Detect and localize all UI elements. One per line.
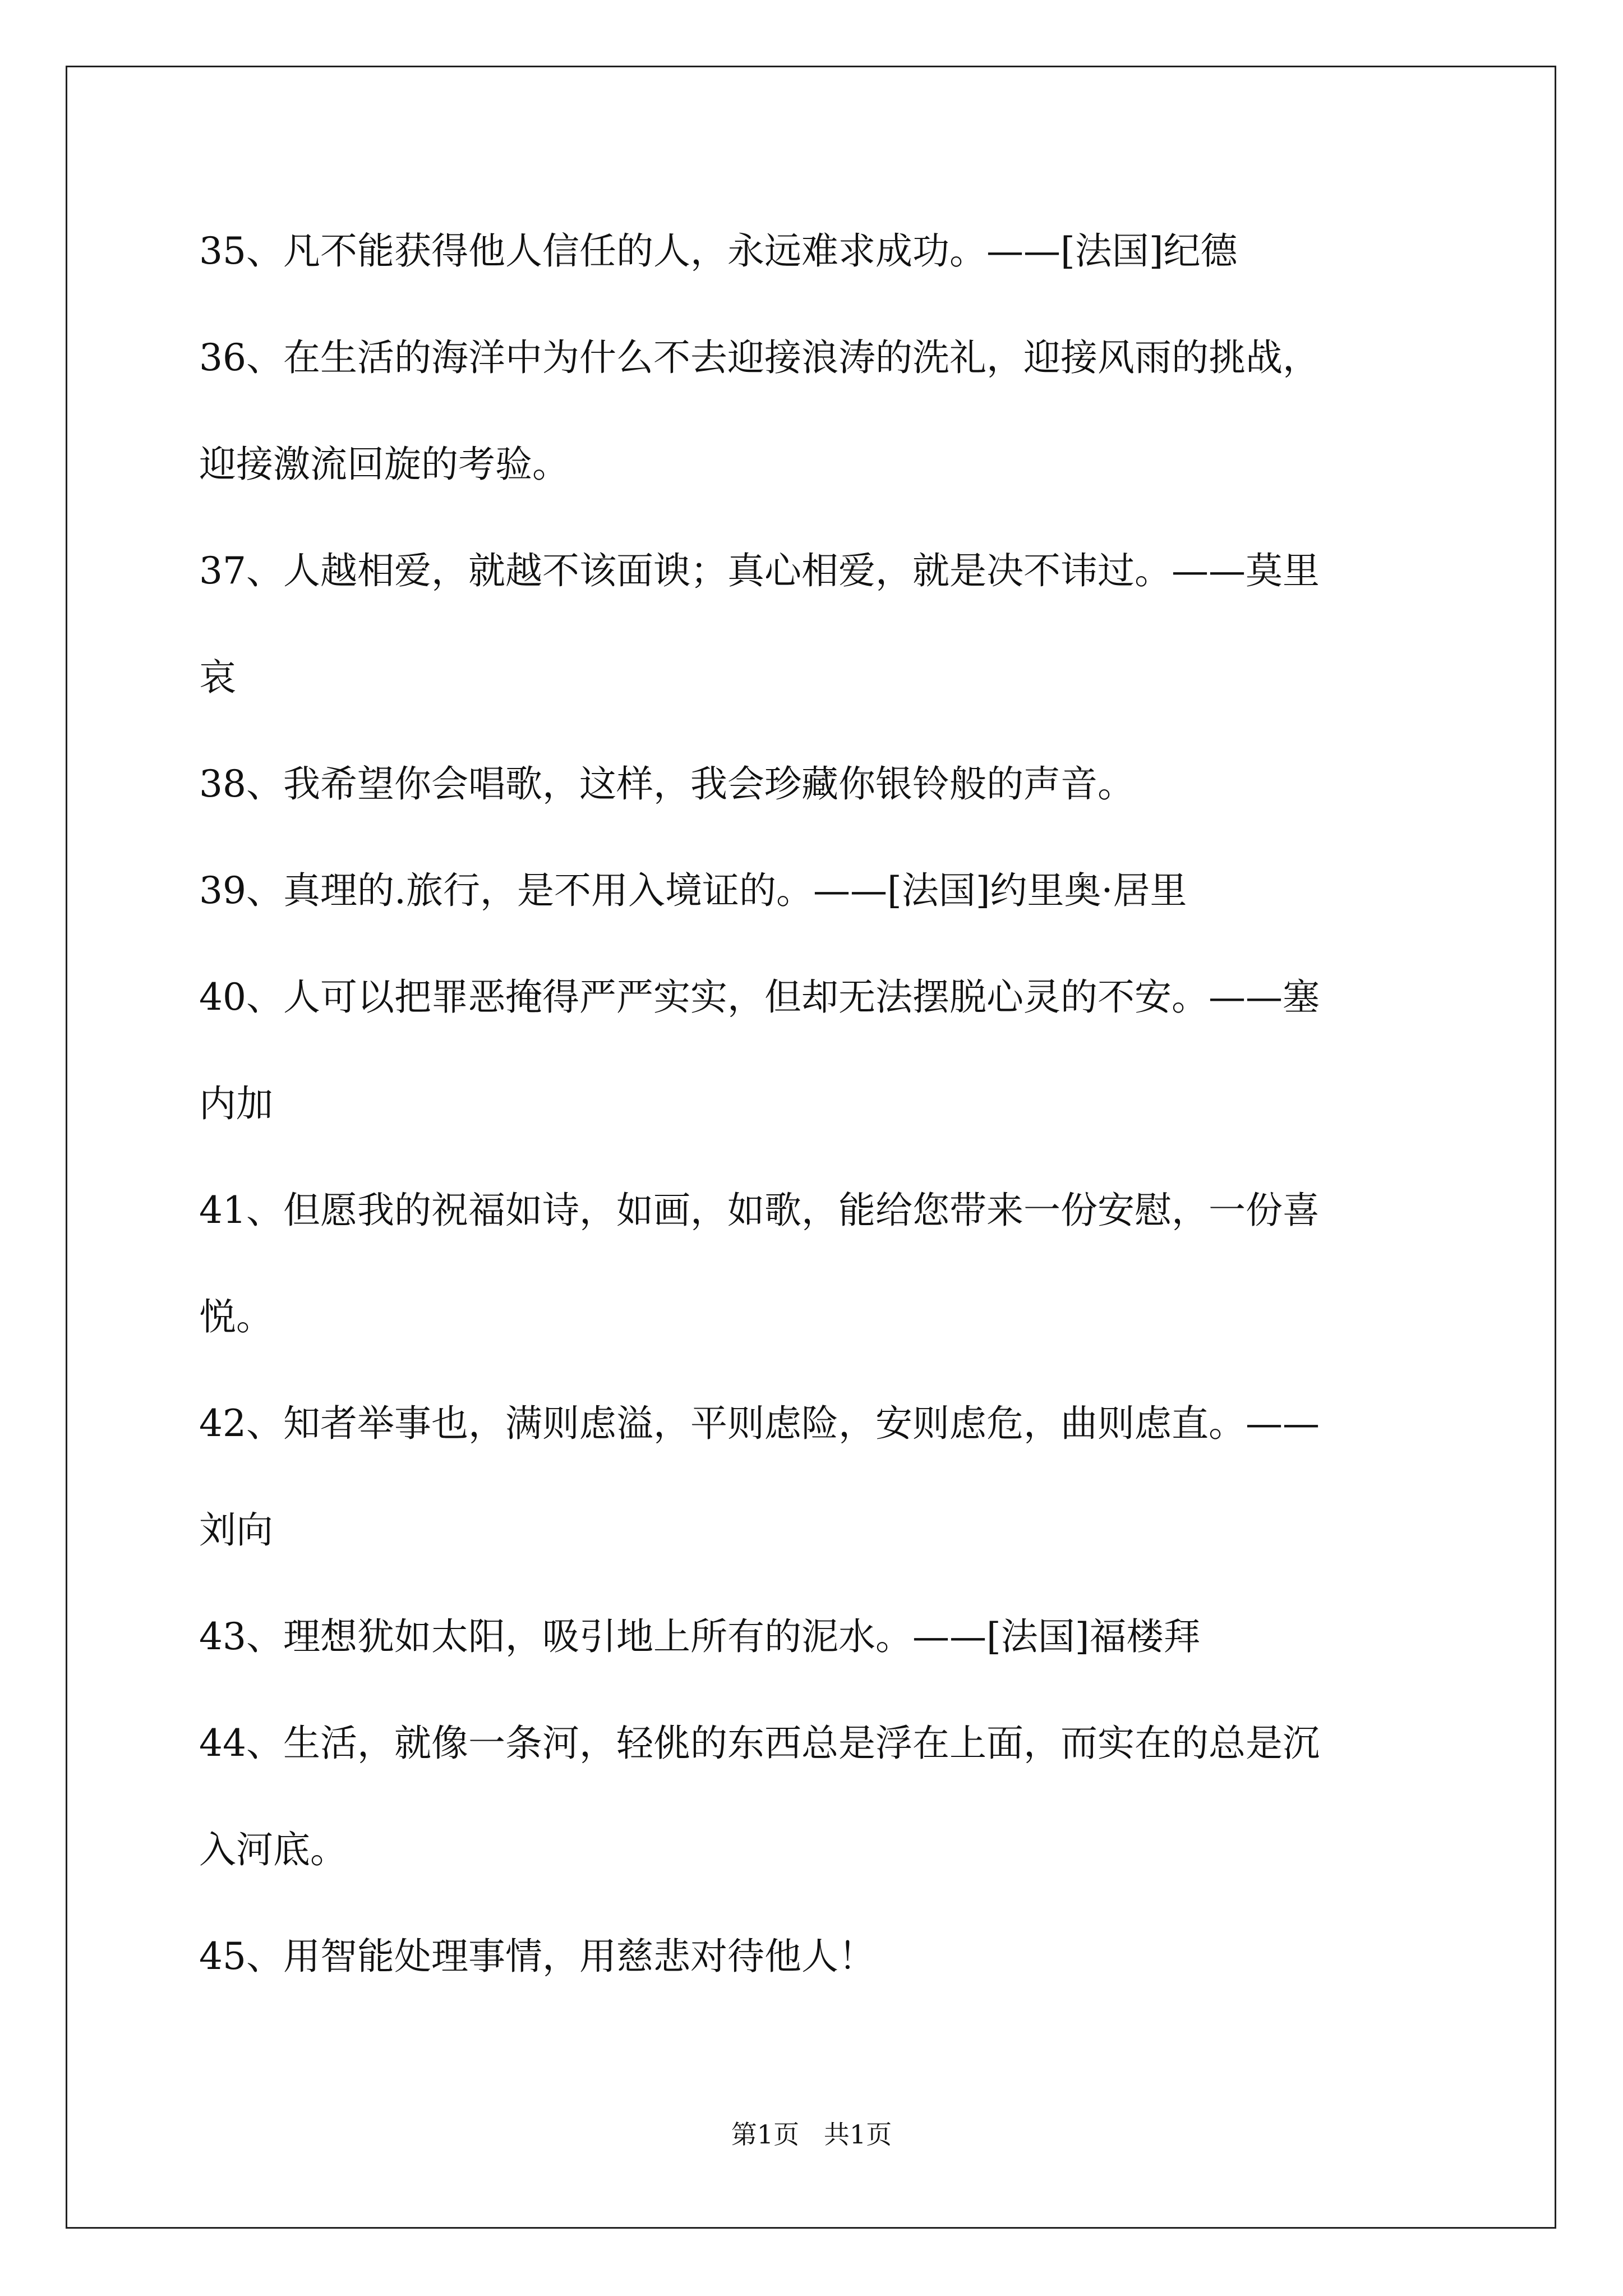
text-line: 36、在生活的海洋中为什么不去迎接浪涛的洗礼，迎接风雨的挑战， <box>199 336 1320 379</box>
text-line: 45、用智能处理事情，用慈悲对待他人！ <box>199 1935 875 1978</box>
text-line: 入河底。 <box>199 1828 347 1871</box>
text-line: 内加 <box>199 1082 273 1125</box>
text-line: 35、凡不能获得他人信任的人，永远难求成功。——[法国]纪德 <box>199 229 1238 273</box>
text-line: 42、知者举事也，满则虑溢，平则虑险，安则虑危，曲则虑直。—— <box>199 1402 1320 1445</box>
text-line: 刘向 <box>199 1508 273 1552</box>
page-border <box>66 66 1556 2229</box>
text-line: 41、但愿我的祝福如诗，如画，如歌，能给您带来一份安慰，一份喜 <box>199 1189 1320 1232</box>
text-line: 37、人越相爱，就越不该面谀；真心相爱，就是决不讳过。——莫里 <box>199 549 1320 592</box>
text-line: 39、真理的.旅行，是不用入境证的。——[法国]约里奥·居里 <box>199 869 1187 912</box>
text-line: 43、理想犹如太阳，吸引地上所有的泥水。——[法国]福楼拜 <box>199 1615 1201 1658</box>
text-line: 44、生活，就像一条河，轻佻的东西总是浮在上面，而实在的总是沉 <box>199 1722 1320 1765</box>
text-line: 悦。 <box>199 1295 273 1338</box>
page-footer: 第1页 共1页 <box>731 2119 892 2150</box>
text-line: 40、人可以把罪恶掩得严严实实，但却无法摆脱心灵的不安。——塞 <box>199 976 1320 1019</box>
text-line: 哀 <box>199 656 236 699</box>
text-line: 迎接激流回旋的考验。 <box>199 443 569 486</box>
text-line: 38、我希望你会唱歌，这样，我会珍藏你银铃般的声音。 <box>199 762 1135 806</box>
